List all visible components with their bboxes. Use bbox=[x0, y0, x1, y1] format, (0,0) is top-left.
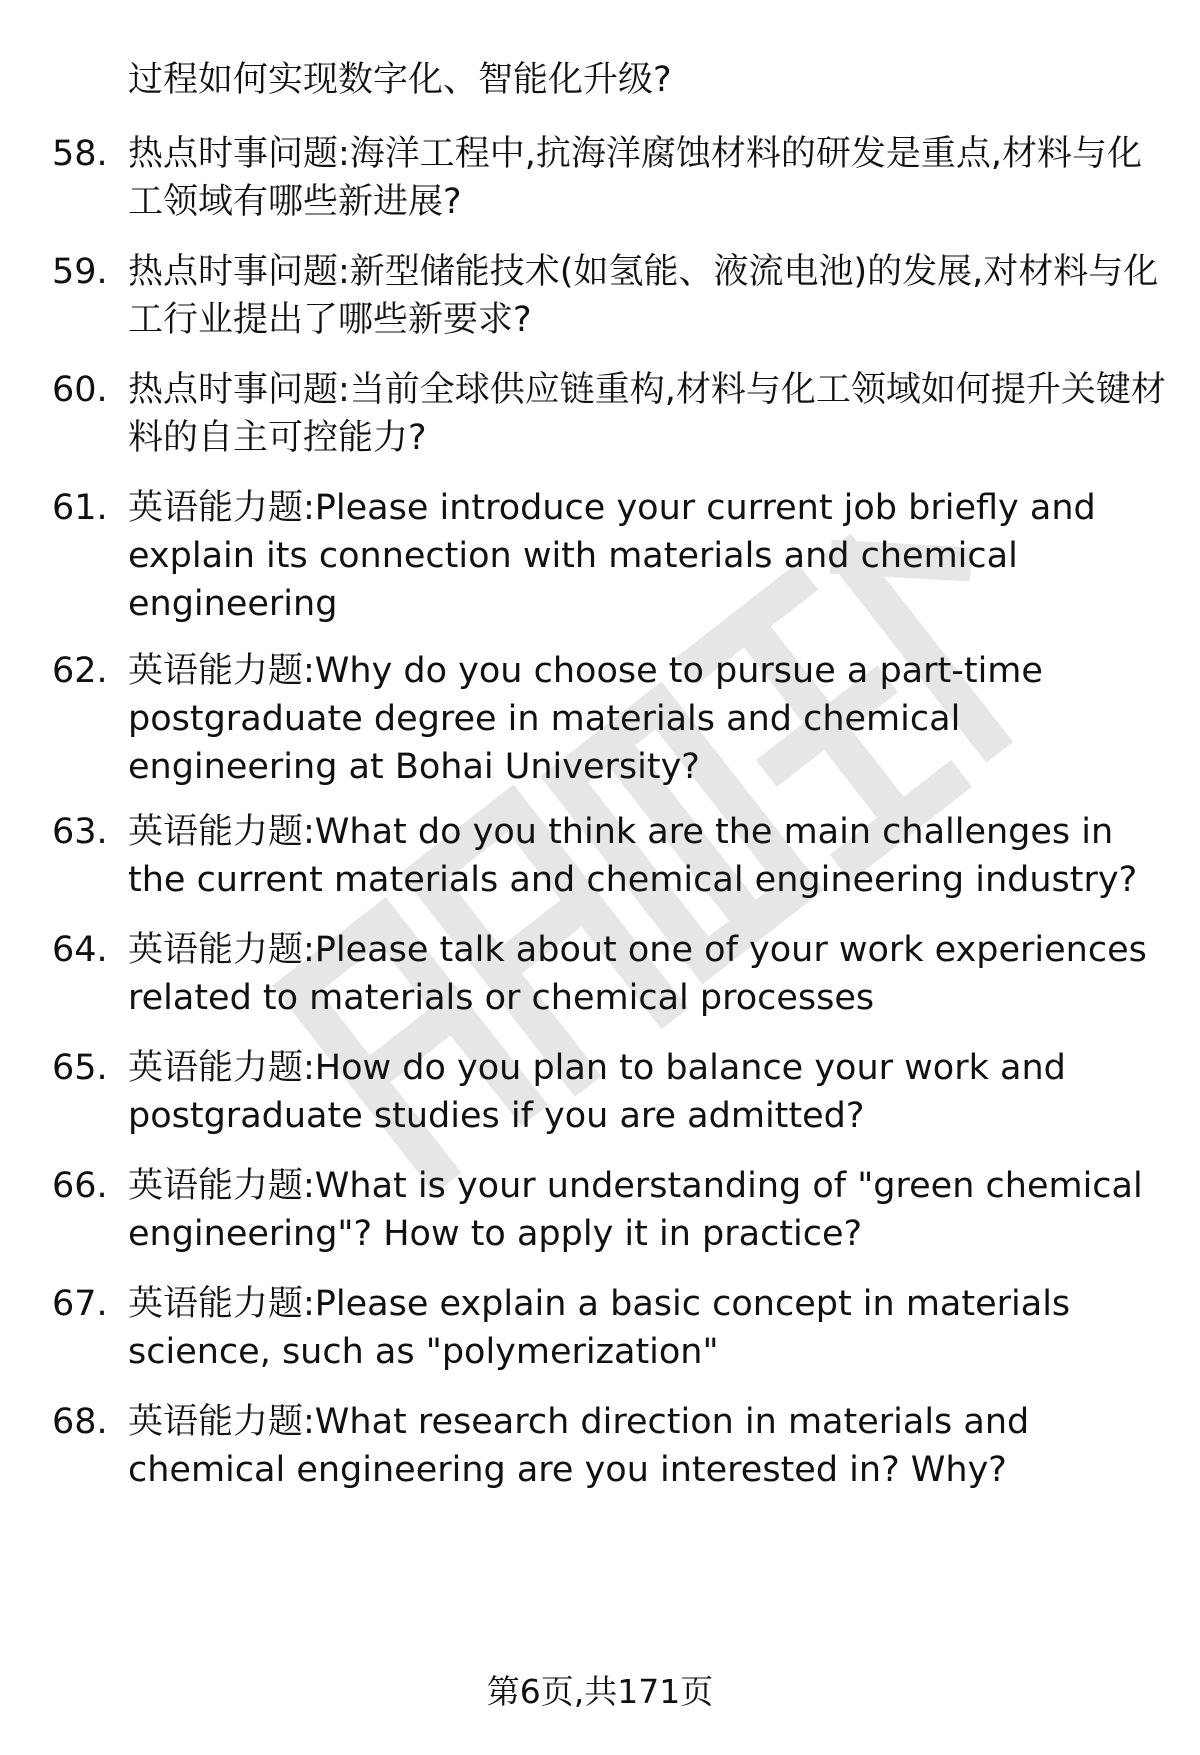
question-number: 65. bbox=[52, 1048, 108, 1088]
question-text: 英语能力题:Why do you choose to pursue a part-time postgraduate degree in materials and chemical engineering at Bohai University? bbox=[128, 651, 1043, 787]
question-number: 67. bbox=[52, 1284, 108, 1324]
question-text: 热点时事问题:当前全球供应链重构,材料与化工领域如何提升关键材料的自主可控能力? bbox=[128, 370, 1166, 458]
question-text: 英语能力题:Please talk about one of your work experiences related to materials or chemical processes bbox=[128, 930, 1147, 1018]
question-text: 英语能力题:Please explain a basic concept in materials science, such as "polymerization" bbox=[128, 1284, 1071, 1372]
question-text: 热点时事问题:新型储能技术(如氢能、液流电池)的发展,对材料与化工行业提出了哪些新要求? bbox=[128, 252, 1159, 340]
continuation-text: 过程如何实现数字化、智能化升级? bbox=[128, 60, 672, 100]
question-text: 热点时事问题:海洋工程中,抗海洋腐蚀材料的研发是重点,材料与化工领域有哪些新进展? bbox=[128, 134, 1143, 222]
question-text: 英语能力题:What do you think are the main challenges in the current materials and chemical engineering industry? bbox=[128, 812, 1138, 900]
question-number: 68. bbox=[52, 1402, 108, 1442]
question-text: 英语能力题:What research direction in materials and chemical engineering are you interested in? Why? bbox=[128, 1402, 1030, 1490]
question-text: 英语能力题:How do you plan to balance your work and postgraduate studies if you are admitted? bbox=[128, 1048, 1066, 1136]
question-number: 62. bbox=[52, 651, 108, 691]
page-footer: 第6页,共171页 bbox=[486, 1672, 714, 1711]
question-text: 英语能力题:Please introduce your current job briefly and explain its connection with materials and chemical engineering bbox=[128, 488, 1096, 624]
question-number: 59. bbox=[52, 252, 108, 292]
question-number: 66. bbox=[52, 1166, 108, 1206]
question-number: 60. bbox=[52, 370, 108, 410]
question-number: 61. bbox=[52, 488, 108, 528]
question-text: 英语能力题:What is your understanding of "green chemical engineering"? How to apply it in practice? bbox=[128, 1166, 1143, 1254]
question-number: 63. bbox=[52, 812, 108, 852]
question-number: 58. bbox=[52, 134, 108, 174]
question-number: 64. bbox=[52, 930, 108, 970]
